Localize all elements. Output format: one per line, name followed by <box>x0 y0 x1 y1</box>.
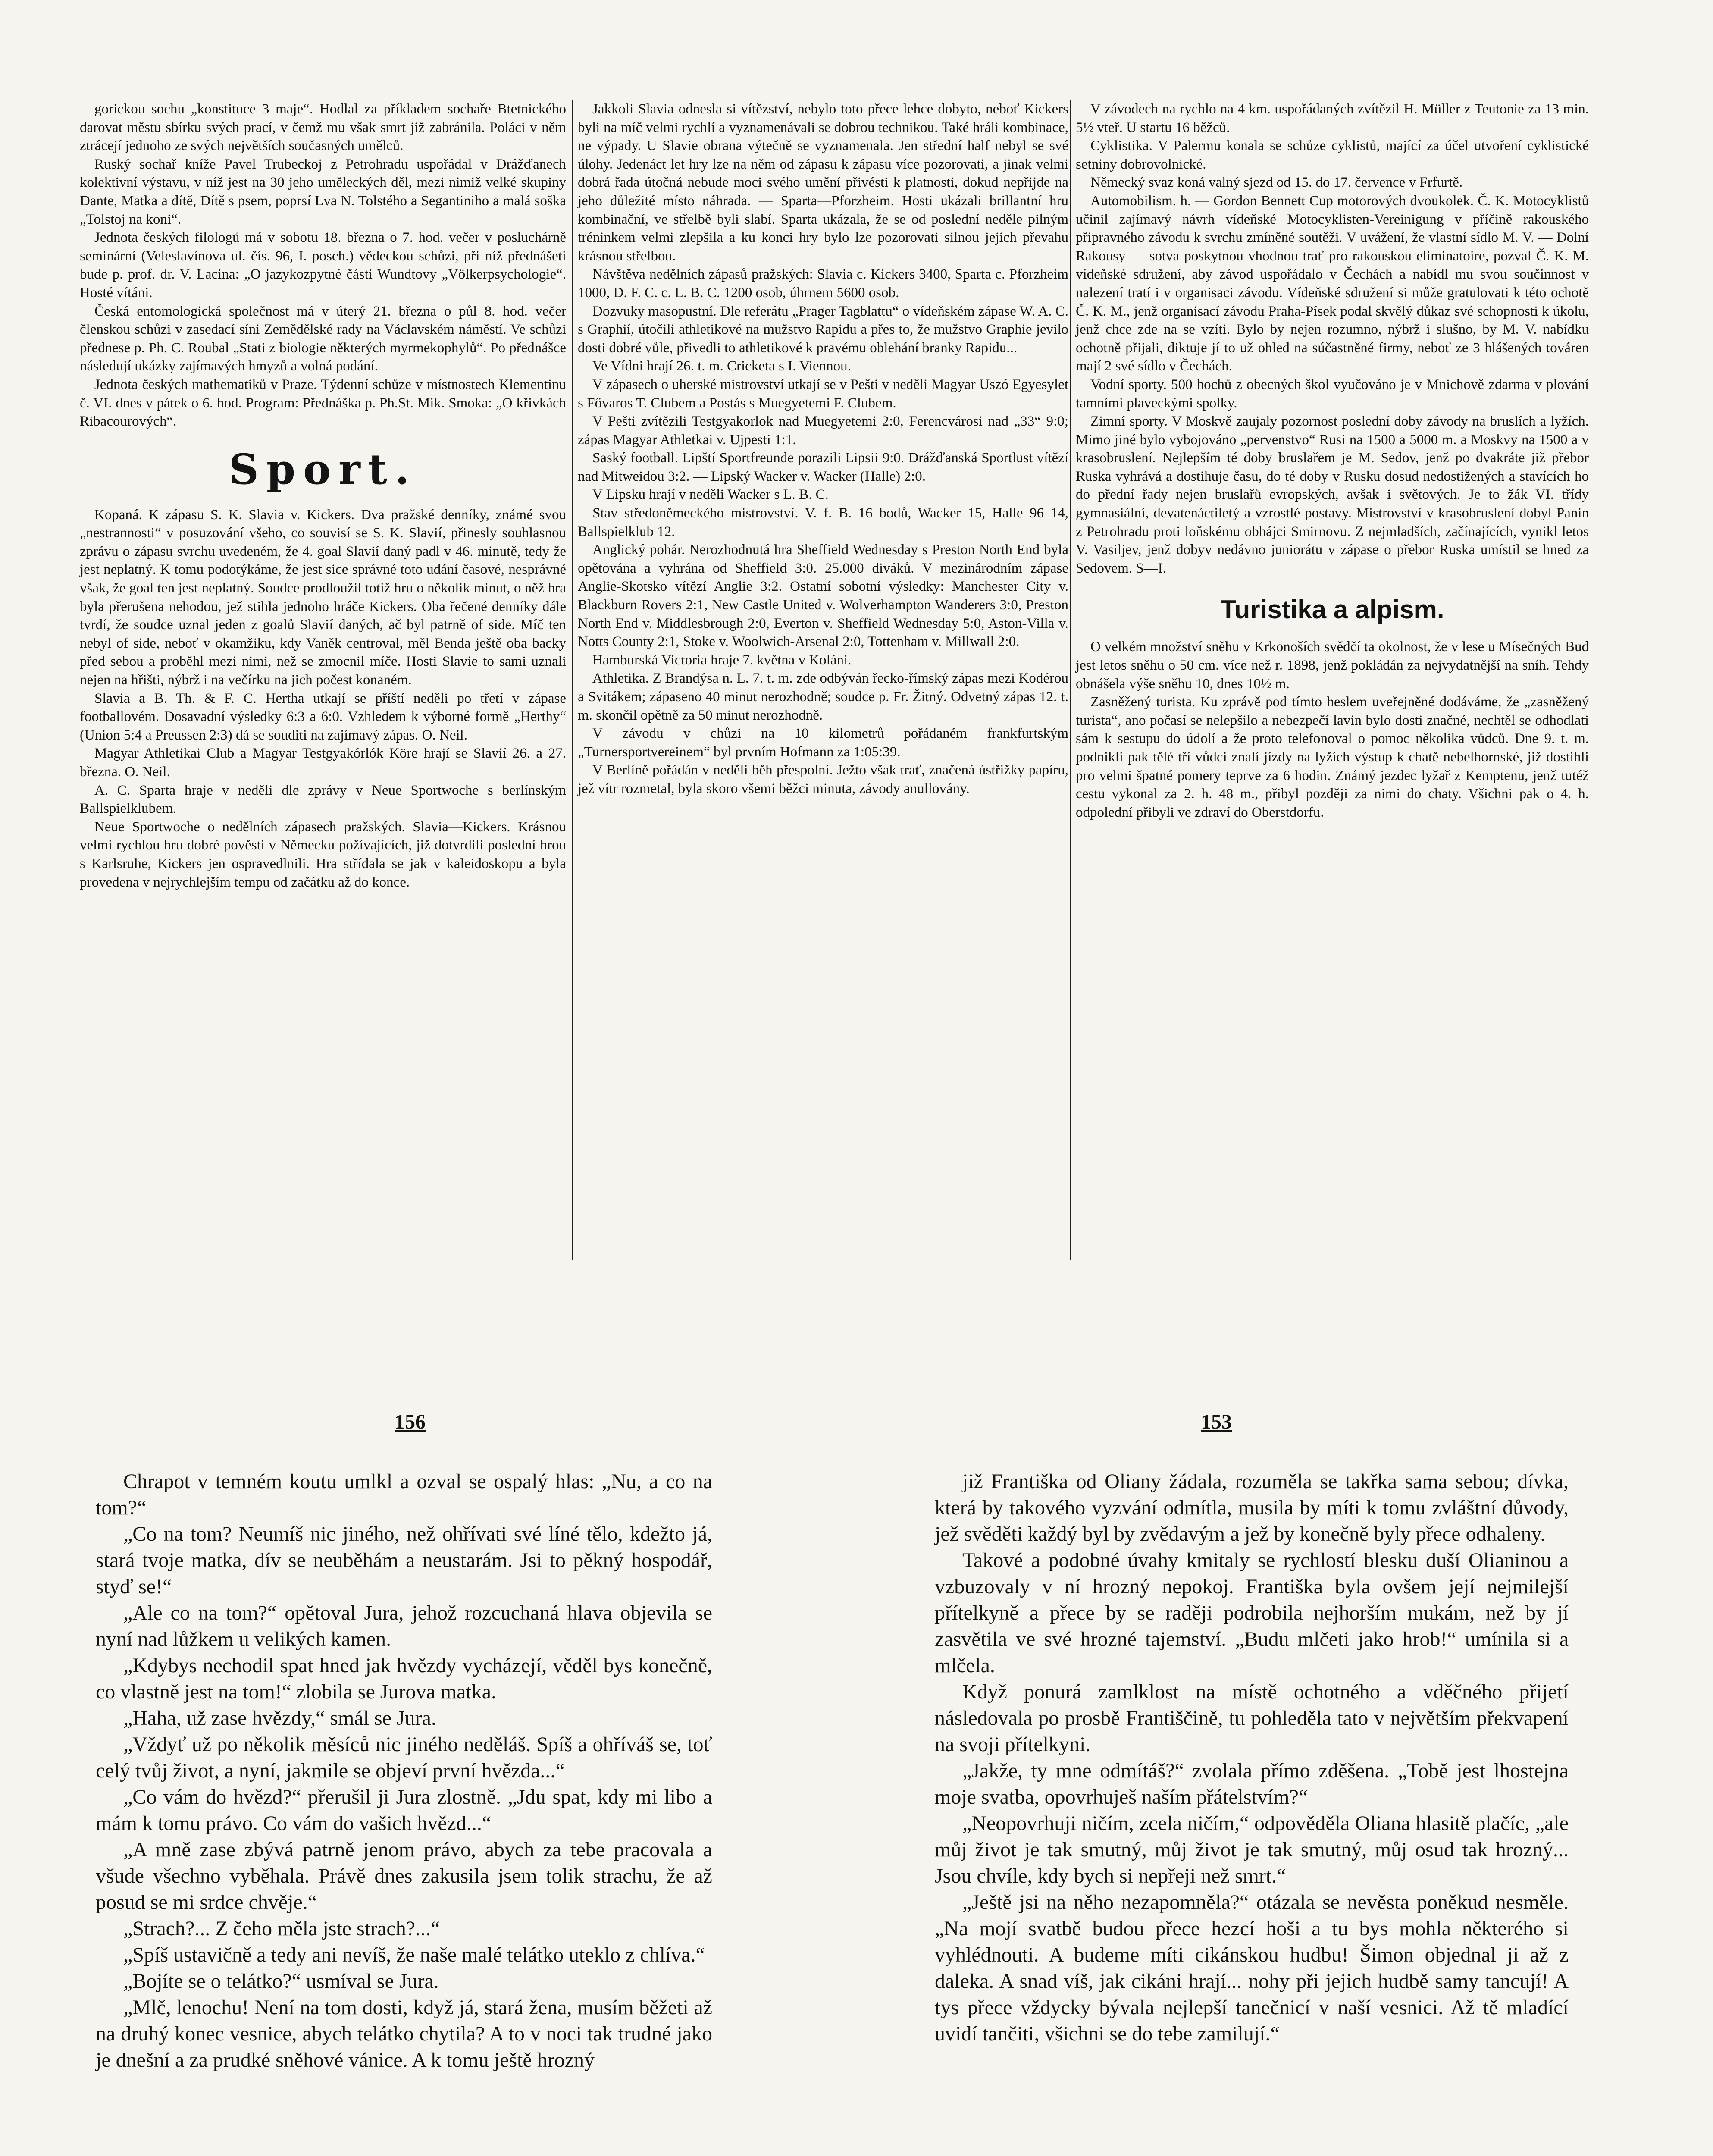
story-paragraph: již Františka od Oliany žádala, rozuměla se takřka sama sebou; dívka, která by takového vyzvání odmítla, musila by míti k tomu zvláštní důvody, jež svěděti každý byl by zvědavým a jež by konečně byly přece odhaleny. <box>935 1470 1569 1545</box>
column-football-news <box>578 100 1068 798</box>
story-paragraph: „Jakže, ty mne odmítáš?“ zvolala přímo zděšena. „Tobě jest lhostejna moje svatba, opovrhuješ naším přátelstvím?“ <box>935 1759 1569 1808</box>
article-paragraph: Ve Vídni hrají 26. t. m. Cricketa s I. Viennou. <box>592 358 851 374</box>
article-paragraph: Kopaná. K zápasu S. K. Slavia v. Kickers. Dva pražské denníky, známé svou „nestrannosti“ v posuzování všeho, co souvisí se S. K. Slavií, přinesly souhlasnou zprávu o zápasu svrchu uvedeném, že 4. goal Slavií daný padl v 46. minutě, tedy že jest neplatný. K tomu podotýkáme, že jest sice správné toto udání časové, nesprávné však, že goal ten jest neplatný. Soudce prodloužil totiž hru o několik minut, o něž hra byla přerušena nehodou, jež stihla jednoho hráče Kickers. Oba řečené denníky dále tvrdí, že soudce uznal jeden z goalů Slavií daných, ač byl patrně of side. Míč ten nebyl of side, neboť v okamžiku, kdy Vaněk centroval, měl Benda ještě oba backy před sebou a proběhl mezi nimi, než se zmocnil míče. Hosti Slavie to sami uznali nejen na hřišti, nýbrž i na večírku na jich počest konaném. <box>80 507 566 688</box>
story-paragraph: „Spíš ustavičně a tedy ani nevíš, že naše malé telátko uteklo z chlíva.“ <box>123 1943 705 1966</box>
article-paragraph: Stav středoněmeckého mistrovství. V. f. B. 16 bodů, Wacker 15, Halle 96 14, Ballspielklub 12. <box>578 505 1068 539</box>
story-paragraph: „Mlč, lenochu! Není na tom dosti, když já, stará žena, musím běžeti až na druhý konec vesnice, abych telátko chytila? A to v noci tak trudné jako je dnešní a za prudké sněhové vánice. A k tomu ještě hrozný <box>96 1996 712 2071</box>
article-paragraph: V Berlíně pořádán v neděli běh přespolní. Ježto však trať, značená ústřižky papíru, jež vítr rozmetal, byla skoro všemi běžci minuta, závody anullovány. <box>578 762 1068 796</box>
article-paragraph: V zápasech o uherské mistrovství utkají se v Pešti v neděli Magyar Uszó Egyesylet s Fővaros T. Clubem a Postás s Muegyetemi F. Clubem. <box>578 376 1068 411</box>
story-paragraph: Když ponurá zamlklost na místě ochotného a vděčného přijetí následovala po prosbě Františčině, tu pohleděla tato v největším překvapení na svoji přítelkyni. <box>935 1680 1569 1756</box>
article-paragraph: Slavia a B. Th. & F. C. Hertha utkají se příští neděli po třetí v zápase footballovém. Dosavadní výsledky 6:3 a 6:0. Vzhledem k výborné formě „Herthy“ (Union 5:4 a Preussen 2:3) dá se souditi na zajímavý zápas. O. Neil. <box>80 690 566 743</box>
article-paragraph: Zasněžený turista. Ku zprávě pod tímto heslem uveřejněné dodáváme, že „zasněžený turista“, ano počasí se nelepšilo a nebezpečí lavin bylo dosti značné, nechtěl se odhodlati sám k sestupu do údolí a že proto telefonoval o pomoc několika vůdců. Dne 9. t. m. podnikli pak tělé tří vůdci znalí jízdy na lyžích výstup k chatě nebelhornské, již dostihli pro velmi špatné pomery teprve za 6 hodin. Známý jezdec lyžař z Kemptenu, jenž tutéž cestu vykonal za 2. h. 48 m., přibyl později za nimi do chaty. Všichni pak o 4. h. odpolední přibyli ve zdraví do Oberstdorfu. <box>1076 694 1589 820</box>
tourism-section-heading: Turistika a alpism. <box>1220 595 1444 624</box>
article-paragraph: gorickou sochu „konstituce 3 maje“. Hodlal za příkladem sochaře Btetnického darovat městu sbírku svých prací, v čemž mu však smrt již zabránila. Poláci v něm ztrácejí jednoho ze svých největších současných umělců. <box>80 101 566 154</box>
article-paragraph: Německý svaz koná valný sjezd od 15. do 17. července v Frfurtě. <box>1090 175 1463 191</box>
story-paragraph: Takové a podobné úvahy kmitaly se rychlostí blesku duší Olianinou a vzbuzovaly v ní hrozný nepokoj. Františka byla ovšem její nejmilejší přítelkyně a přece by se raději podrobila nejhorším mukám, než by jí zasvětila ve své hrozné tajemství. „Budu mlčeti jako hrob!“ umínila si a mlčela. <box>935 1549 1569 1677</box>
column-divider <box>1070 100 1071 1260</box>
story-paragraph: „Bojíte se o telátko?“ usmíval se Jura. <box>123 1970 439 1993</box>
story-page-left <box>96 1468 712 2073</box>
article-paragraph: Jakkoli Slavia odnesla si vítězství, nebylo toto přece lehce dobyto, neboť Kickers byli na míč velmi rychlí a vyznamenávali se dobrou technikou. Také hráli kombinace, ne výpady. U Slavie obrana výtečně se vyznamenala. Jen střední half nebyl se své úlohy. Jedenáct let hry lze na něm od zápasu k zápasu více pozorovati, a jinak velmi dobrá řada útočná nebude moci svého umění přivésti k platnosti, dokud nepřijde na jeho důležité místo náhrada. — Sparta—Pforzheim. Hosti ukázali brillantní hru kombinační, ve střelbě byli slabí. Sparta ukázala, že se od poslední neděle pilným tréninkem velmi zlepšila a ku konci hry bylo lze pozorovati silnou jejich převahu krásnou střelbou. <box>578 101 1068 264</box>
page-number-left: 156 <box>395 1410 426 1433</box>
article-paragraph: Neue Sportwoche o nedělních zápasech pražských. Slavia—Kickers. Krásnou velmi rychlou hru dobré pověsti v Německu požívajících, již dotvrdili poslední hrou s Karlsruhe, Kickers jen ospravedlnili. Hra střídala se jak v kaleidoskopu a byla provedena v nejrychlejším tempu od začátku až do konce. <box>80 819 566 890</box>
article-paragraph: Návštěva nedělních zápasů pražských: Slavia c. Kickers 3400, Sparta c. Pforzheim 1000, D. F. C. c. L. B. C. 1200 osob, úhrnem 5600 osob. <box>578 266 1068 301</box>
article-paragraph: Vodní sporty. 500 hochů z obecných škol vyučováno je v Mnichově zdarma v plování tamními plaveckými spolky. <box>1076 376 1589 411</box>
page-number-right: 153 <box>1201 1410 1232 1433</box>
story-paragraph: „Strach?... Z čeho měla jste strach?...“ <box>123 1917 440 1940</box>
article-paragraph: Česká entomologická společnost má v úterý 21. března o půl 8. hod. večer členskou schůzi v zasedací síni Zemědělské rady na Václavském náměstí. Ve schůzi přednese p. Ph. C. Roubal „Stati z biologie některých myrmekophylů“. Po přednášce následují ukázky zajímavých hmyzů a volná podání. <box>80 303 566 374</box>
story-paragraph: „Neopovrhuji ničím, zcela ničím,“ odpověděla Oliana hlasitě plačíc, „ale můj život je tak smutný, můj život je tak smutný, můj osud tak hrozný... Jsou chvíle, kdy bych si nepřeji než smrt.“ <box>935 1812 1569 1887</box>
article-paragraph: Cyklistika. V Palermu konala se schůze cyklistů, mající za účel utvoření cyklistické setniny dobrovolnické. <box>1076 138 1589 172</box>
story-paragraph: „Vždyť už po několik měsíců nic jiného neděláš. Spíš a ohříváš se, toť celý tvůj život, a nyní, jakmile se objeví první hvězda...“ <box>96 1733 712 1782</box>
article-paragraph: Magyar Athletikai Club a Magyar Testgyakórlók Köre hrají se Slavií 26. a 27. března. O. Neil. <box>80 746 566 780</box>
article-paragraph: Anglický pohár. Nerozhodnutá hra Sheffield Wednesday s Preston North End byla opětována a vyhrána od Sheffield 3:0. 25.000 diváků. V mezinárodním zápase Anglie-Skotsko vítězí Anglie 3:2. Ostatní sobotní výsledky: Manchester City v. Blackburn Rovers 2:1, New Castle United v. Wolverhampton Wanderers 3:0, Preston North End v. Middlesbrough 2:0, Everton v. Sheffield Wednesday 5:0, Aston-Villa v. Notts County 2:1, Stoke v. Woolwich-Arsenal 2:0, Tottenham v. Millwall 2:0. <box>578 542 1068 650</box>
article-paragraph: Zimní sporty. V Moskvě zaujaly pozornost poslední doby závody na bruslích a lyžích. Mimo jiné bylo vybojováno „pervenstvo“ Rusi na 1500 a 5000 m. a Moskvy na 1500 a v krasobruslení. Nejlepším té doby bruslařem je M. Sedov, jenž po dvakráte již přebor Ruska vyhrává a dostihuje času, do té doby v Rusku dosud nedostižených a stavících ho do přední řady nejen bruslařů evropských, avšak i světových. Je to žák VI. třídy gymnasiální, devatenáctiletý a vzrostlé postavy. Mistrovství v krasobruslení dobyl Panin z Petrohradu proti loňskému obhájci Smirnovu. Z nejmladších, začínajících, vynikl letos V. Vasiljev, jenž dobyv nedávno juniorátu v zápase o přebor Ruska umístil se hned za Sedovem. S—I. <box>1076 414 1589 576</box>
story-paragraph: „Ale co na tom?“ opětoval Jura, jehož rozcuchaná hlava objevila se nyní nad lůžkem u velikých kamen. <box>96 1601 712 1651</box>
article-paragraph: O velkém množství sněhu v Krkonoších svědčí ta okolnost, že v lese u Mísečných Bud jest letos sněhu o 50 cm. více než r. 1898, jenž pokládán za nejvydatnější na sníh. Tehdy obnášela výše sněhu 10, dnes 10½ m. <box>1076 639 1589 692</box>
article-paragraph: Saský football. Lipští Sportfreunde porazili Lipsii 9:0. Drážďanská Sportlust vítězí nad Mitweidou 3:2. — Lipský Wacker v. Wacker (Halle) 2:0. <box>578 450 1068 484</box>
article-paragraph: Jednota českých filologů má v sobotu 18. března o 7. hod. večer v posluchárně seminární (Veleslavínova ul. čís. 96, I. posch.) vědeckou schůzi, při níž přednášeti bude p. prof. dr. V. Lacina: „O jazykozpytné části Wundtovy „Völkerpsychologie“. Hosté vítáni. <box>80 230 566 301</box>
story-page-right <box>935 1468 1569 2047</box>
sport-section-heading: Sport. <box>229 445 417 494</box>
article-paragraph: V závodu v chůzi na 10 kilometrů pořádaném frankfurtským „Turnersportvereinem“ byl prvním Hofmann za 1:05:39. <box>578 726 1068 760</box>
story-paragraph: „Co na tom? Neumíš nic jiného, než ohřívati své líné tělo, kdežto já, stará tvoje matka, dív se neuběhám a neustarám. Jsi to pěkný hospodář, styď se!“ <box>96 1523 712 1598</box>
story-paragraph: „Ještě jsi na něho nezapomněla?“ otázala se nevěsta poněkud nesměle. „Na mojí svatbě budou přece hezcí hoši a tu bys mohla některého si vyhlédnouti. A budeme míti cikánskou hudbu! Šimon objednal ji až z daleka. A snad víš, jak cikáni hrají... nohy při jejich hudbě samy tancují! A tys přece vždycky bývala nejlepší tanečnicí v naší vesnici. Až tě mladící uvidí tančiti, všichni se do tebe zamilují.“ <box>935 1891 1569 2045</box>
article-paragraph: Automobilism. h. — Gordon Bennett Cup motorových dvoukolek. Č. K. Motocyklistů učinil zajímavý návrh vídeňské Motocyklisten-Vereinigung v příčině rakouského připravného závodu k svrchu zmíněné soutěži. V uvážení, že vlastní sídlo M. V. — Dolní Rakousy — sotva poskytnou vhodnou trať pro rakouskou eliminatoire, pozval Č. K. M. vídeňské sdružení, aby závod uspořádalo v Čechách a nabídl mu svou součinnost v nalezení tratí i v organisaci závodu. Vídeňské sdružení si může gratulovati k této ochotě Č. K. M., jenž organisací závodu Praha-Písek podal skvělý důkaz své schopnosti k úkolu, jenž chce zde na se vzíti. Bylo by nejen rozumno, nýbrž i slušno, by M. V. nabídku ochotně přijali, diktuje jí to už ohled na súčastněné firmy, neboť ze 3 hlášených továren mají 2 své sídlo v Čechách. <box>1076 193 1589 374</box>
story-paragraph: Chrapot v temném koutu umlkl a ozval se ospalý hlas: „Nu, a co na tom?“ <box>96 1470 712 1519</box>
story-paragraph: „Kdybys nechodil spat hned jak hvězdy vycházejí, věděl bys konečně, co vlastně jest na tom!“ zlobila se Jurova matka. <box>96 1654 712 1703</box>
article-paragraph: Hamburská Victoria hraje 7. května v Koláni. <box>592 652 852 668</box>
article-paragraph: V Lipsku hrají v neděli Wacker s L. B. C. <box>592 487 829 503</box>
article-paragraph: A. C. Sparta hraje v neděli dle zprávy v Neue Sportwoche s berlínským Ballspielklubem. <box>80 782 566 817</box>
story-paragraph: „Haha, už zase hvězdy,“ smál se Jura. <box>123 1707 436 1730</box>
story-paragraph: „Co vám do hvězd?“ přerušil ji Jura zlostně. „Jdu spat, kdy mi libo a mám k tomu právo. Co vám do vašich hvězd...“ <box>96 1786 712 1835</box>
article-paragraph: Dozvuky masopustní. Dle referátu „Prager Tagblattu“ o vídeňském zápase W. A. C. s Graphií, útočili athletikové na mužstvo Rapidu a přes to, že mužstvo Graphie jevilo dosti dobré vůle, přivedli to athletikové k pravému oblehání branky Rapidu... <box>578 303 1068 356</box>
article-paragraph: V závodech na rychlo na 4 km. uspořádaných zvítězil H. Müller z Teutonie za 13 min. 5½ vteř. U startu 16 běžců. <box>1076 101 1589 135</box>
article-paragraph: V Pešti zvítězili Testgyakorlok nad Muegyetemi 2:0, Ferencvárosi nad „33“ 9:0; zápas Magyar Athletkai v. Ujpesti 1:1. <box>578 414 1068 448</box>
article-paragraph: Jednota českých mathematiků v Praze. Týdenní schůze v místnostech Klementinu č. VI. dnes v pátek o 6. hod. Program: Přednáška p. Ph.St. Mik. Smoka: „O křivkách Ribacourových“. <box>80 376 566 429</box>
story-paragraph: „A mně zase zbývá patrně jenom právo, abych za tebe pracovala a všude všechno vyběhala. Právě dnes zakusila jsem tolik strachu, že až posud se mi srdce chvěje.“ <box>96 1838 712 1914</box>
column-culture-and-sport <box>80 100 566 891</box>
article-paragraph: Athletika. Z Brandýsa n. L. 7. t. m. zde odbýván řecko-římský zápas mezi Kodérou a Svitákem; zápaseno 40 minut nerozhodně; soudce p. Fr. Žitný. Odvetný zápas 12. t. m. skončil opětně za 50 minut nerozhodně. <box>578 671 1068 723</box>
article-paragraph: Ruský sochař kníže Pavel Trubeckoj z Petrohradu uspořádal v Drážďanech kolektivní výstavu, v níž jest na 30 jeho uměleckých děl, mezi nimiž velké skupiny Dante, Matka a dítě, Dítě s psem, poprsí Lva N. Tolstého a Segantiniho a malá soška „Tolstoj na koni“. <box>80 156 566 227</box>
column-sports-and-tourism <box>1076 100 1589 821</box>
column-divider <box>572 100 573 1260</box>
